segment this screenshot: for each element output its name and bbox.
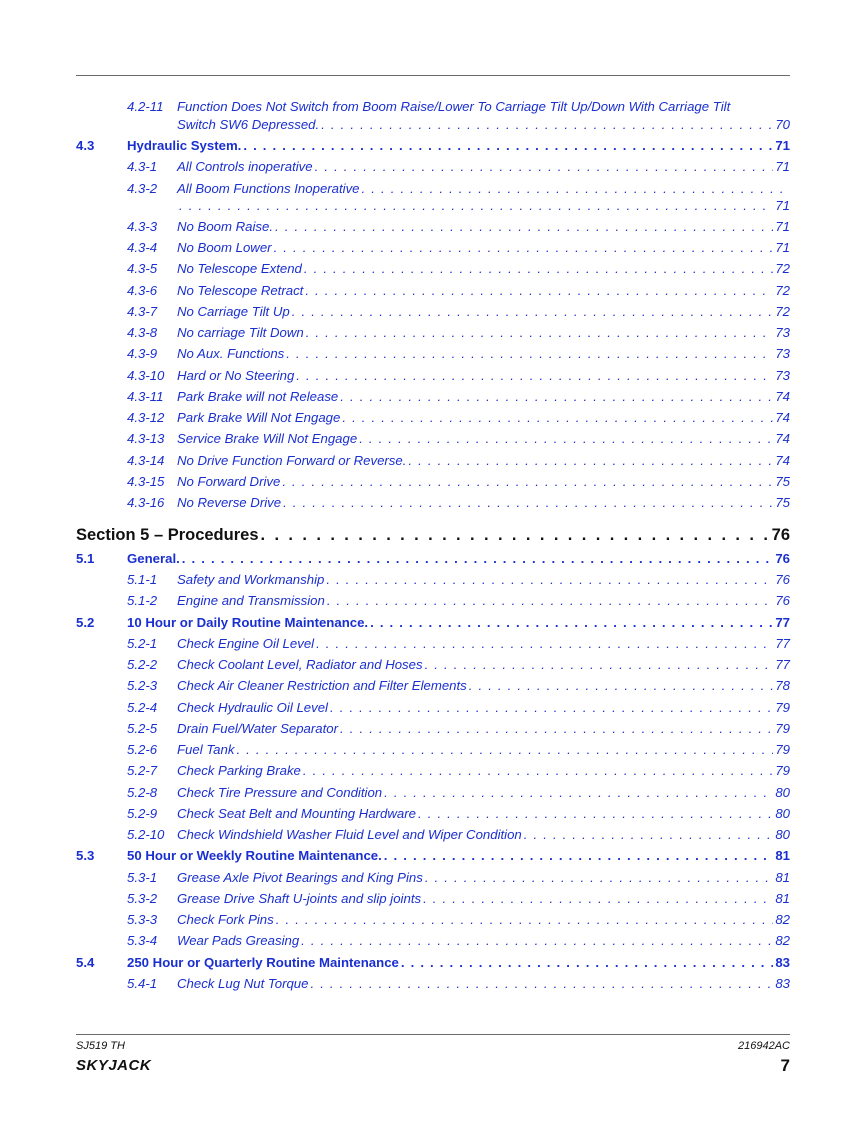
entry-number: 5.2-7 [127, 763, 158, 778]
entry-number: 4.3-5 [127, 261, 158, 276]
dot-leader [274, 240, 774, 255]
entry-title: Safety and Workmanship [177, 572, 325, 587]
entry-title: Check Air Cleaner Restriction and Filter Elements [177, 678, 467, 693]
dot-leader [179, 198, 773, 213]
section-number: 4.3 [76, 138, 95, 153]
entry-title: Park Brake Will Not Engage [177, 410, 341, 425]
entry-page: 81 [775, 870, 790, 885]
toc-entry-continued[interactable] [76, 117, 790, 132]
entry-number: 4.3-8 [127, 325, 158, 340]
entry-page: 74 [775, 410, 790, 425]
entry-page: 81 [775, 891, 790, 906]
section-title: 10 Hour or Daily Routine Maintenance. [127, 615, 369, 630]
toc-entry[interactable] [76, 572, 790, 587]
entry-page: 74 [775, 431, 790, 446]
toc-section[interactable] [76, 955, 790, 970]
entry-page: 73 [775, 346, 790, 361]
entry-number: 5.2-1 [127, 636, 158, 651]
dot-leader [282, 474, 773, 489]
entry-title: Check Parking Brake [177, 763, 301, 778]
dot-leader [340, 389, 773, 404]
entry-page: 75 [775, 495, 790, 510]
dot-leader [340, 721, 773, 736]
entry-number: 5.2-8 [127, 785, 158, 800]
toc-entry[interactable] [76, 261, 790, 276]
entry-title: Check Lug Nut Torque [177, 976, 309, 991]
toc-entry[interactable] [76, 721, 790, 736]
dot-leader [236, 742, 773, 757]
entry-title: Grease Drive Shaft U-joints and slip joints [177, 891, 422, 906]
entry-number: 5.2-6 [127, 742, 158, 757]
entry-page: 71 [775, 219, 790, 234]
entry-title: All Boom Functions Inoperative [177, 181, 360, 196]
entry-title: No carriage Tilt Down [177, 325, 304, 340]
toc-entry[interactable] [76, 870, 790, 885]
entry-title: Check Coolant Level, Radiator and Hoses [177, 657, 423, 672]
toc-entry[interactable] [76, 325, 790, 340]
dot-leader [321, 117, 773, 132]
entry-page: 73 [775, 368, 790, 383]
entry-page: 74 [775, 453, 790, 468]
toc-entry[interactable] [76, 431, 790, 446]
entry-page: 72 [775, 261, 790, 276]
section-title: Hydraulic System. [127, 138, 242, 153]
entry-number: 5.1-2 [127, 593, 158, 608]
toc-entry[interactable] [76, 283, 790, 298]
toc-entry[interactable] [76, 389, 790, 404]
skyjack-logo: SKYJACK [76, 1057, 152, 1074]
entry-number: 4.3-1 [127, 159, 158, 174]
section-page: 81 [775, 848, 790, 863]
dot-leader [182, 551, 774, 566]
entry-title: No Aux. Functions [177, 346, 285, 361]
entry-title: Wear Pads Greasing [177, 933, 300, 948]
toc-entry[interactable] [76, 636, 790, 651]
entry-page: 71 [775, 240, 790, 255]
entry-title: Drain Fuel/Water Separator [177, 721, 339, 736]
toc-entry[interactable] [76, 742, 790, 757]
entry-number: 5.3-1 [127, 870, 158, 885]
entry-title: No Boom Raise. [177, 219, 274, 234]
entry-title: Grease Axle Pivot Bearings and King Pins [177, 870, 423, 885]
entry-title: Hard or No Steering [177, 368, 295, 383]
toc-section[interactable] [76, 615, 790, 630]
entry-number: 5.2-10 [127, 827, 165, 842]
entry-number: 4.3-14 [127, 453, 165, 468]
toc-entry[interactable] [76, 240, 790, 255]
entry-page: 82 [775, 933, 790, 948]
entry-number: 4.3-13 [127, 431, 165, 446]
toc-entry[interactable] [76, 891, 790, 906]
footer-model: SJ519 TH [76, 1040, 125, 1052]
entry-number: 5.2-9 [127, 806, 158, 821]
entry-page: 71 [775, 198, 790, 213]
dot-leader [469, 678, 774, 693]
entry-page: 72 [775, 283, 790, 298]
dot-leader [306, 325, 774, 340]
dot-leader [384, 785, 773, 800]
entry-page: 79 [775, 763, 790, 778]
entry-title: No Drive Function Forward or Reverse. [177, 453, 407, 468]
dot-leader [423, 891, 773, 906]
toc-entry[interactable] [76, 410, 790, 425]
toc-entry[interactable] [76, 827, 790, 842]
dot-leader [316, 636, 773, 651]
entry-title: No Telescope Extend [177, 261, 302, 276]
toc-entry[interactable] [76, 304, 790, 319]
entry-number: 5.4-1 [127, 976, 158, 991]
entry-number: 4.3-12 [127, 410, 165, 425]
entry-page: 75 [775, 474, 790, 489]
dot-leader [524, 827, 774, 842]
dot-leader [304, 261, 773, 276]
toc-entry[interactable] [76, 453, 790, 468]
entry-page: 70 [775, 117, 790, 132]
entry-title: No Reverse Drive [177, 495, 282, 510]
entry-title: Check Engine Oil Level [177, 636, 315, 651]
entry-title: Check Tire Pressure and Condition [177, 785, 383, 800]
toc-chapter[interactable] [76, 526, 790, 545]
section-page: 77 [775, 615, 790, 630]
entry-page: 82 [775, 912, 790, 927]
header-rule [76, 75, 790, 76]
toc-entry[interactable] [76, 219, 790, 234]
entry-number: 4.3-10 [127, 368, 165, 383]
entry-title: Check Fork Pins [177, 912, 274, 927]
entry-page: 79 [775, 700, 790, 715]
dot-leader [301, 933, 773, 948]
entry-page: 79 [775, 742, 790, 757]
entry-page: 77 [775, 636, 790, 651]
section-page: 71 [775, 138, 790, 153]
entry-title: Fuel Tank [177, 742, 235, 757]
entry-page: 79 [775, 721, 790, 736]
entry-title: Park Brake will not Release [177, 389, 339, 404]
dot-leader [283, 495, 773, 510]
dot-leader [359, 431, 773, 446]
toc-entry[interactable] [76, 678, 790, 693]
entry-number: 5.2-5 [127, 721, 158, 736]
toc-entry[interactable] [76, 474, 790, 489]
dot-leader [425, 870, 774, 885]
section-page: 76 [775, 551, 790, 566]
toc-section[interactable] [76, 551, 790, 566]
entry-number: 5.1-1 [127, 572, 158, 587]
toc-entry[interactable] [76, 99, 790, 114]
section-number: 5.1 [76, 551, 95, 566]
entry-title: Check Windshield Washer Fluid Level and Wiper Condition [177, 827, 522, 842]
entry-page: 72 [775, 304, 790, 319]
page-number: 7 [780, 1056, 790, 1075]
entry-page: 83 [775, 976, 790, 991]
toc-entry[interactable] [76, 933, 790, 948]
entry-number: 4.3-11 [127, 389, 164, 404]
footer-rule [76, 1034, 790, 1035]
toc-section[interactable] [76, 848, 790, 863]
dot-leader [401, 955, 773, 970]
toc-entry[interactable] [76, 657, 790, 672]
entry-number: 5.3-4 [127, 933, 158, 948]
dot-leader [408, 453, 773, 468]
section-page: 83 [775, 955, 790, 970]
toc-entry[interactable] [76, 159, 790, 174]
toc-entry[interactable] [76, 495, 790, 510]
section-number: 5.4 [76, 955, 95, 970]
dot-leader [327, 593, 774, 608]
entry-title: Check Hydraulic Oil Level [177, 700, 328, 715]
entry-page: 76 [775, 572, 790, 587]
dot-leader [370, 615, 773, 630]
toc-entry[interactable] [76, 976, 790, 991]
toc-entry[interactable] [76, 806, 790, 821]
dot-leader [330, 700, 773, 715]
dot-leader [418, 806, 773, 821]
toc-entry[interactable] [76, 763, 790, 778]
dot-leader [342, 410, 773, 425]
dot-leader [243, 138, 773, 153]
chapter-page: 76 [771, 526, 790, 544]
entry-page: 77 [775, 657, 790, 672]
entry-number: 4.3-9 [127, 346, 158, 361]
toc-entry[interactable] [76, 785, 790, 800]
section-title: General. [127, 551, 180, 566]
entry-number: 5.2-4 [127, 700, 158, 715]
toc-entry-continued[interactable] [76, 198, 790, 213]
entry-page: 73 [775, 325, 790, 340]
entry-page: 71 [775, 159, 790, 174]
entry-number: 4.3-7 [127, 304, 158, 319]
toc-section[interactable] [76, 138, 790, 153]
dot-leader [315, 159, 774, 174]
toc-entry[interactable] [76, 912, 790, 927]
toc-entry[interactable] [76, 346, 790, 361]
entry-page: 74 [775, 389, 790, 404]
dot-leader [296, 368, 773, 383]
dot-leader [261, 526, 770, 545]
entry-number: 4.3-6 [127, 283, 158, 298]
dot-leader [362, 181, 788, 196]
entry-page: 76 [775, 593, 790, 608]
toc-entry[interactable] [76, 368, 790, 383]
entry-number: 5.2-3 [127, 678, 158, 693]
dot-leader [292, 304, 774, 319]
section-number: 5.3 [76, 848, 95, 863]
dot-leader [310, 976, 773, 991]
footer-doc-number: 216942AC [738, 1040, 790, 1052]
toc-entry[interactable] [76, 181, 790, 196]
entry-number: 5.3-3 [127, 912, 158, 927]
chapter-title: Section 5 – Procedures [76, 526, 259, 544]
entry-title: Function Does Not Switch from Boom Raise/Lower To Carriage Tilt Up/Down With Carriage Tilt [177, 99, 731, 114]
entry-number: 4.3-15 [127, 474, 165, 489]
entry-title: Service Brake Will Not Engage [177, 431, 358, 446]
entry-page: 80 [775, 785, 790, 800]
dot-leader [305, 283, 773, 298]
dot-leader [286, 346, 773, 361]
entry-title: Check Seat Belt and Mounting Hardware [177, 806, 416, 821]
entry-number: 5.3-2 [127, 891, 158, 906]
entry-title: No Carriage Tilt Up [177, 304, 290, 319]
toc-entry[interactable] [76, 700, 790, 715]
entry-title: Engine and Transmission [177, 593, 325, 608]
entry-number: 4.3-16 [127, 495, 165, 510]
section-number: 5.2 [76, 615, 95, 630]
entry-number: 5.2-2 [127, 657, 158, 672]
section-title: 50 Hour or Weekly Routine Maintenance. [127, 848, 382, 863]
toc-entry[interactable] [76, 593, 790, 608]
entry-number: 4.2-11 [127, 99, 164, 114]
entry-number: 4.3-3 [127, 219, 158, 234]
entry-title: No Forward Drive [177, 474, 281, 489]
dot-leader [326, 572, 773, 587]
entry-number: 4.3-2 [127, 181, 158, 196]
section-title: 250 Hour or Quarterly Routine Maintenance [127, 955, 399, 970]
dot-leader [303, 763, 773, 778]
entry-title: No Boom Lower [177, 240, 272, 255]
entry-number: 4.3-4 [127, 240, 158, 255]
dot-leader [275, 219, 773, 234]
entry-title: All Controls inoperative [177, 159, 313, 174]
entry-title: No Telescope Retract [177, 283, 304, 298]
entry-page: 78 [775, 678, 790, 693]
dot-leader [384, 848, 774, 863]
entry-page: 80 [775, 806, 790, 821]
entry-title-continued: Switch SW6 Depressed. [177, 117, 320, 132]
dot-leader [276, 912, 774, 927]
entry-page: 80 [775, 827, 790, 842]
dot-leader [425, 657, 774, 672]
